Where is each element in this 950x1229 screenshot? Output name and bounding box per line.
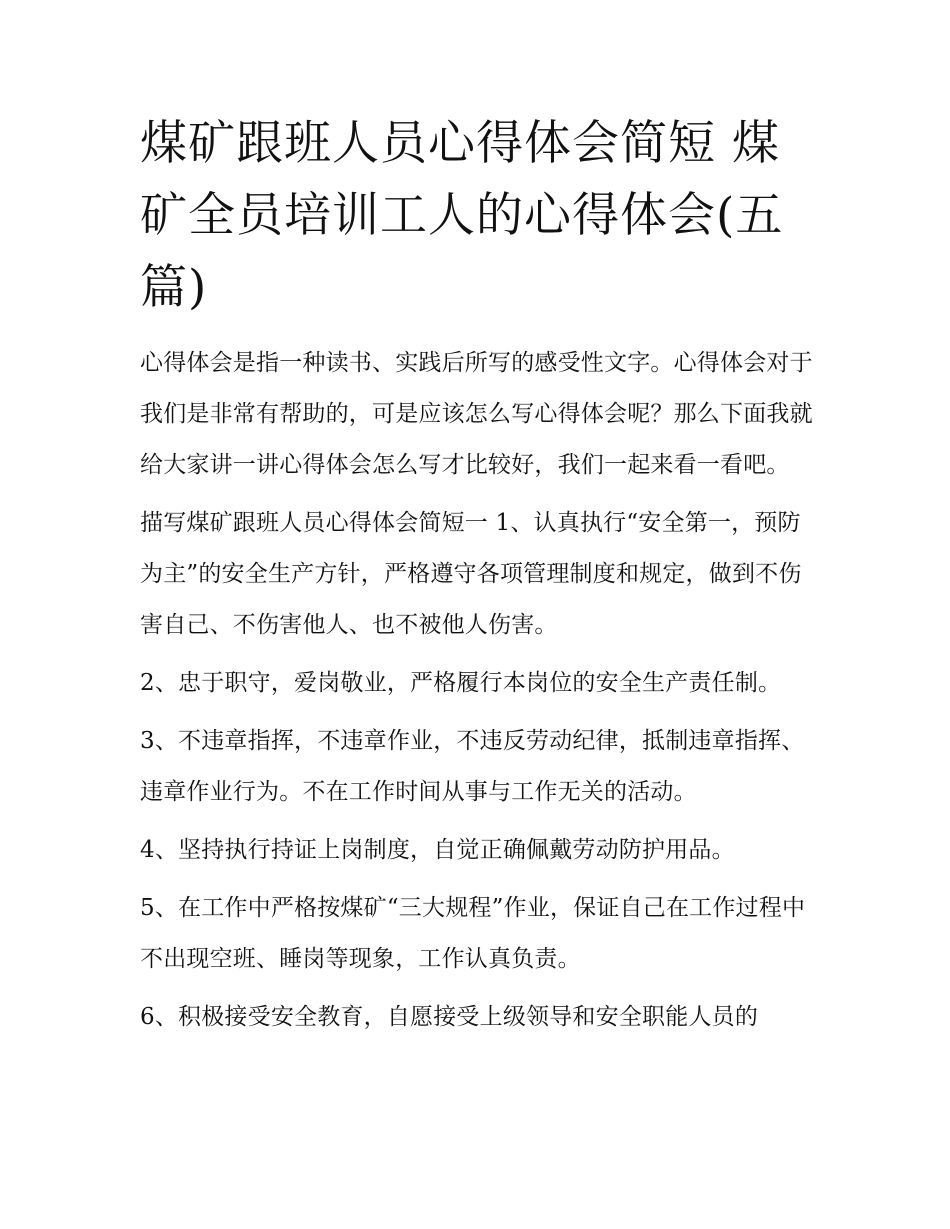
- document-page: [140, 108, 820, 1050]
- paragraph-item-2: 2、忠于职守，爱岗敬业，严格履行本岗位的安全生产责任制。: [140, 670, 782, 696]
- paragraph-item-6: 6、积极接受安全教育，自愿接受上级领导和安全职能人员的: [140, 1004, 759, 1030]
- paragraph-intro: 心得体会是指一种读书、实践后所写的感受性文字。心得体会对于我们是非常有帮助的，可是应该怎么写心得体会呢？那么下面我就给大家讲一讲心得体会怎么写才比较好，我们一起来看一看吧。: [140, 350, 813, 478]
- document-body: [140, 338, 820, 1043]
- paragraph-item-1: 描写煤矿跟班人员心得体会简短一 1、认真执行“安全第一，预防为主”的安全生产方针，严格遵守各项管理制度和规定，做到不伤害自己、不伤害他人、也不被他人伤害。: [140, 510, 802, 638]
- paragraph-item-4: 4、坚持执行持证上岗制度，自觉正确佩戴劳动防护用品。: [140, 837, 735, 863]
- document-title: 煤矿跟班人员心得体会简短 煤矿全员培训工人的心得体会(五篇): [140, 116, 784, 315]
- paragraph-item-5: 5、在工作中严格按煤矿“三大规程”作业，保证自己在工作过程中不出现空班、睡岗等现象，工作认真负责。: [140, 895, 806, 972]
- paragraph-item-3: 3、不违章指挥，不违章作业，不违反劳动纪律，抵制违章指挥、违章作业行为。不在工作时间从事与工作无关的活动。: [140, 728, 805, 805]
